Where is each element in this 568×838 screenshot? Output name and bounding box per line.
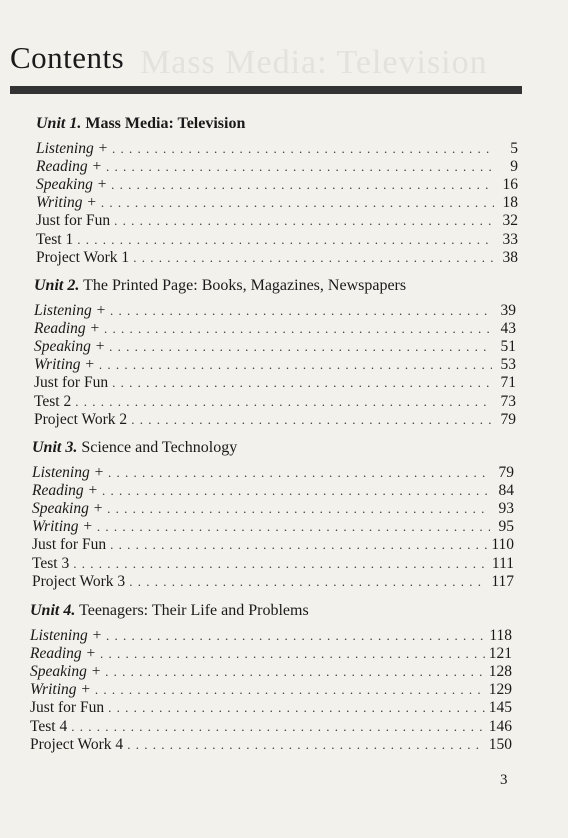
dot-leader [95,681,485,699]
toc-entry[interactable] [32,573,514,591]
toc-entry-page: 145 [488,699,512,717]
dot-leader [112,374,492,392]
toc-entry[interactable] [32,536,514,554]
toc-entry[interactable] [32,464,514,482]
toc-entry-label: Project Work 1 [36,248,130,266]
dot-leader [112,140,494,158]
toc-entry[interactable] [30,645,512,663]
toc-entry-label: Just for Fun [34,374,109,392]
unit-title: Teenagers: Their Life and Problems [79,602,309,619]
toc-entry[interactable] [30,663,512,681]
toc-entry-page: 84 [498,482,514,500]
dot-leader [73,555,488,573]
toc-entry-page: 95 [498,518,514,536]
toc-entry[interactable] [34,393,516,411]
toc-entry-page: 79 [498,464,514,481]
title-rule [10,86,522,94]
toc-entry-label: Speaking + [36,176,108,194]
toc-entry[interactable] [34,302,516,320]
toc-entry-page: 51 [500,338,516,356]
unit-title: The Printed Page: Books, Magazines, Newspapers [83,277,407,294]
unit-heading [30,601,309,621]
dot-leader [100,645,485,663]
dot-leader [106,158,494,176]
dot-leader [99,356,492,374]
dot-leader [71,718,485,736]
dot-leader [108,464,490,482]
toc-entry[interactable] [36,158,518,176]
dot-leader [114,212,494,230]
toc-entry[interactable] [30,699,512,717]
toc-entry[interactable] [34,411,516,429]
unit-title: Mass Media: Television [85,115,246,132]
toc-entry-label: Project Work 3 [32,572,126,590]
toc-entry-label: Listening + [32,464,105,481]
dot-leader [97,518,490,536]
unit-number: Unit 4. [30,602,76,619]
toc-entry-page: 38 [502,248,518,266]
toc-entry[interactable] [34,374,516,392]
toc-entry-label: Speaking + [32,500,104,518]
toc-entry[interactable] [36,194,518,212]
toc-entry-page: 32 [502,212,518,230]
toc-entry-page: 53 [500,356,516,374]
toc-entry[interactable] [32,555,514,573]
toc-entry-label: Test 2 [34,392,72,410]
toc-entry-page: 71 [500,374,516,392]
toc-entry[interactable] [30,681,512,699]
toc-entry-label: Test 3 [32,554,70,572]
toc-entry[interactable] [30,736,512,754]
toc-entry[interactable] [36,140,518,158]
page-title: Contents [10,40,125,75]
toc-entry-page: 16 [502,176,518,194]
dot-leader [106,627,485,645]
bleed-through-text: Mass Media: Television [140,44,488,81]
toc-entry-page: 33 [502,230,518,248]
dot-leader [109,338,492,356]
dot-leader [108,699,485,717]
page-number: 3 [500,772,508,788]
toc-entry-label: Just for Fun [30,699,105,717]
unit-title: Science and Technology [81,439,238,456]
toc-entry-page: 117 [491,572,514,590]
dot-leader [75,393,492,411]
unit-number: Unit 1. [36,115,82,132]
toc-entry[interactable] [36,212,518,230]
toc-entry-label: Listening + [36,140,109,157]
toc-entry-page: 73 [500,392,516,410]
toc-entry[interactable] [34,320,516,338]
toc-entry-label: Reading + [34,320,100,338]
dot-leader [105,663,485,681]
dot-leader [110,302,492,320]
toc-entry-page: 150 [488,735,512,753]
dot-leader [131,411,492,429]
dot-leader [101,194,494,212]
toc-entry-label: Writing + [30,681,91,699]
toc-entry-label: Writing + [32,518,93,536]
toc-entry-label: Writing + [36,194,97,212]
toc-entry-page: 39 [500,302,516,319]
dot-leader [111,176,494,194]
unit-number: Unit 2. [34,277,80,294]
dot-leader [102,482,490,500]
dot-leader [107,500,490,518]
toc-entry-label: Just for Fun [32,536,107,554]
toc-entry-page: 93 [498,500,514,518]
toc-entry-label: Just for Fun [36,212,111,230]
toc-entry[interactable] [32,518,514,536]
toc-entry-label: Reading + [30,645,96,663]
toc-entry-page: 110 [491,536,514,554]
toc-entry-label: Reading + [32,482,98,500]
toc-entry-label: Project Work 2 [34,410,128,428]
toc-entry-label: Reading + [36,158,102,176]
toc-entry-page: 118 [489,627,512,644]
toc-entry[interactable] [32,482,514,500]
toc-entry-page: 129 [488,681,512,699]
toc-entry[interactable] [30,718,512,736]
toc-entry-label: Listening + [34,302,107,319]
toc-entry-page: 128 [488,663,512,681]
toc-entry-page: 5 [510,140,518,157]
toc-entry-label: Writing + [34,356,95,374]
toc-entry-page: 79 [500,410,516,428]
toc-entry-page: 146 [488,717,512,735]
dot-leader [129,573,487,591]
dot-leader [133,249,494,267]
toc-entry-label: Test 4 [30,717,68,735]
toc-entry[interactable] [34,356,516,374]
dot-leader [104,320,492,338]
dot-leader [127,736,485,754]
toc-entry-page: 9 [510,158,518,176]
toc-entry[interactable] [34,338,516,356]
dot-leader [77,231,494,249]
unit-heading [36,114,245,134]
toc-entry-page: 18 [502,194,518,212]
toc-entry-label: Test 1 [36,230,74,248]
toc-entry[interactable] [30,627,512,645]
unit-heading [34,276,406,296]
toc-entry-page: 121 [488,645,512,663]
toc-entry-label: Listening + [30,627,103,644]
toc-entry-page: 43 [500,320,516,338]
toc-entry[interactable] [36,249,518,267]
toc-entry-label: Speaking + [30,663,102,681]
unit-number: Unit 3. [32,439,78,456]
dot-leader [110,536,487,554]
toc-entry[interactable] [32,500,514,518]
unit-heading [32,438,237,458]
toc-entry[interactable] [36,231,518,249]
toc-entry[interactable] [36,176,518,194]
toc-entry-label: Project Work 4 [30,735,124,753]
toc-entry-label: Speaking + [34,338,106,356]
toc-entry-page: 111 [491,554,514,572]
